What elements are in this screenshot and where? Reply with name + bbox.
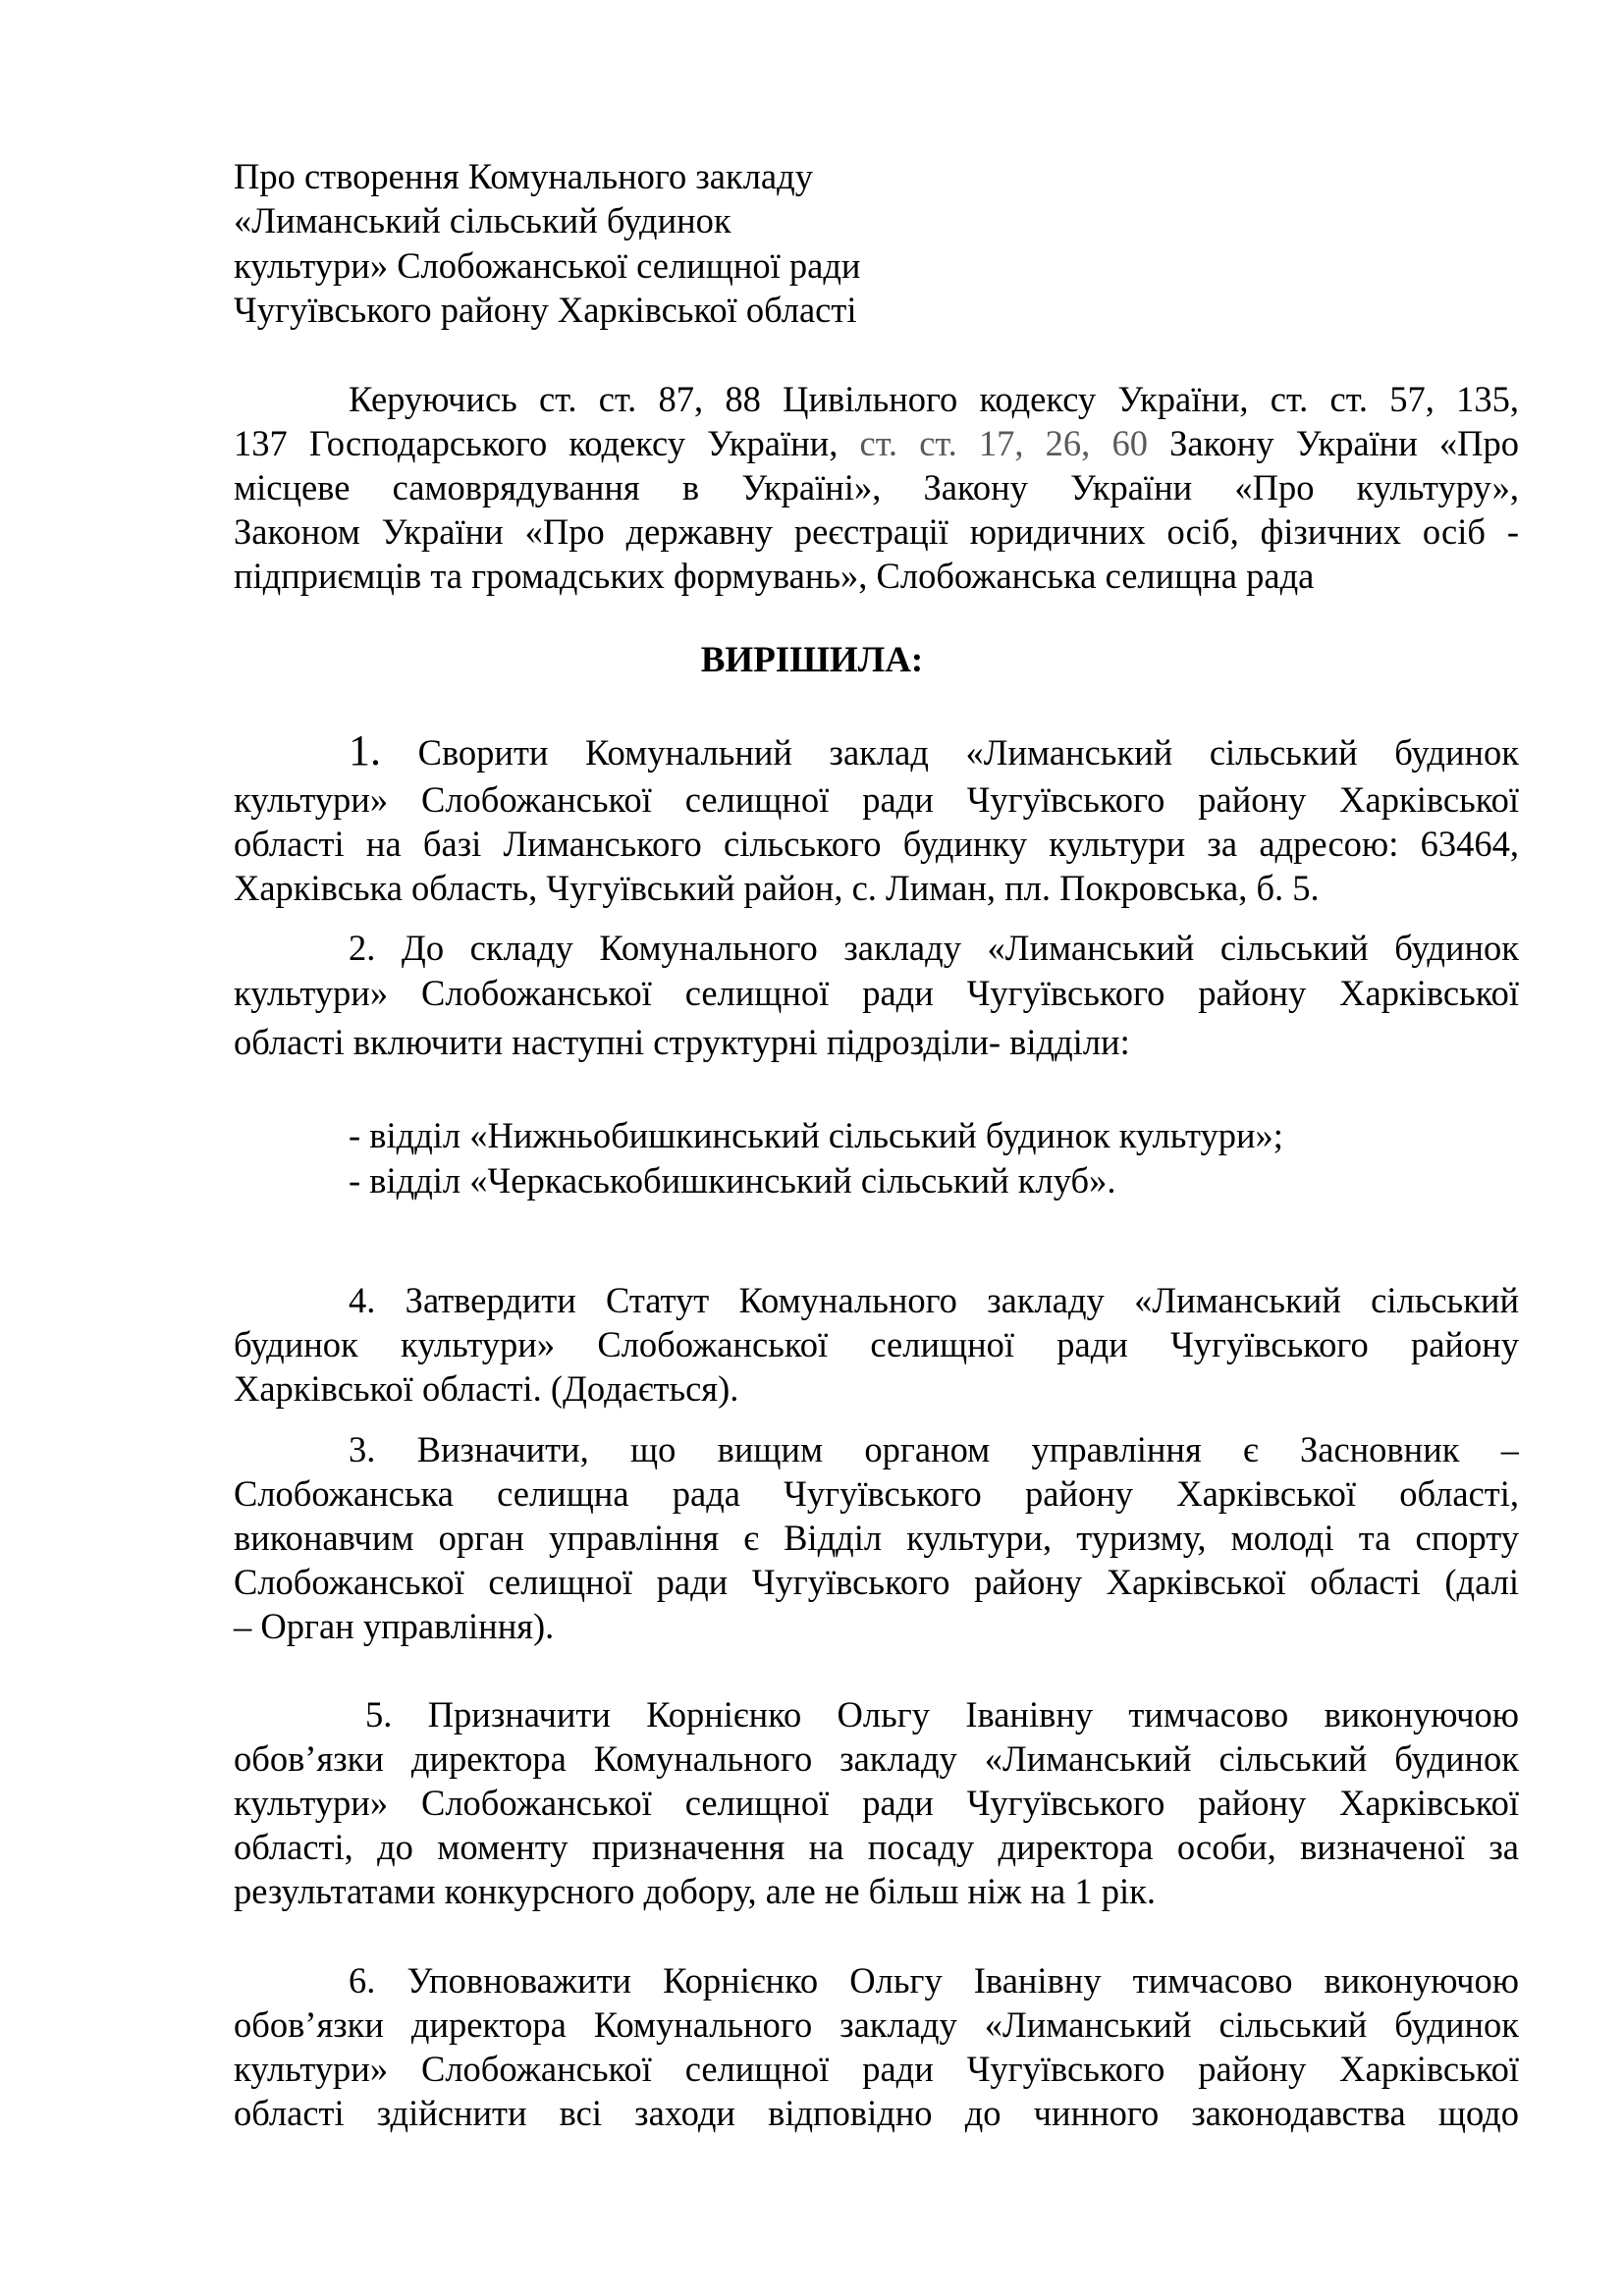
item-6-line-2: обов’язки директора Комунального закладу «Лиманський сільський будинок (234, 2004, 1519, 2045)
item-1-line-2: культури» Слобожанської селищної ради Чугуївського району Харківської (234, 779, 1519, 820)
item-5-line-1: 5. Призначити Корнієнко Ольгу Іванівну тимчасово виконуючою (365, 1694, 1519, 1735)
preamble-articles-reference: ст. ст. 17, 26, 60 (859, 423, 1148, 463)
item-1-number: 1. (349, 729, 381, 774)
item-1-line-4: Харківська область, Чугуївський район, с. Лиман, пл. Покровська, б. 5. (234, 868, 1320, 908)
preamble-line-2-b: Закону України «Про (1169, 423, 1519, 463)
item-3-line-1: 3. Визначити, що вищим органом управління є Засновник – (349, 1429, 1519, 1469)
item-5-line-3: культури» Слобожанської селищної ради Чугуївського району Харківської (234, 1783, 1519, 1823)
title-line-2: «Лиманський сільський будинок (234, 200, 731, 240)
item-6-line-4: області здійснити всі заходи відповідно до чинного законодавства щодо (234, 2093, 1519, 2133)
preamble-line-3: місцеве самоврядування в Україні», Закону України «Про культуру», (234, 467, 1519, 507)
decision-heading: ВИРІШИЛА: (700, 640, 924, 680)
item-2-line-2: культури» Слобожанської селищної ради Чугуївського району Харківської (234, 973, 1519, 1013)
title-line-1: Про створення Комунального закладу (234, 156, 813, 196)
list-item-department-1: - відділ «Нижньобишкинський сільський будинок культури»; (349, 1115, 1283, 1155)
item-6-line-1: 6. Уповноважити Корнієнко Ольгу Іванівну тимчасово виконуючою (349, 1960, 1519, 2001)
list-item-department-2: - відділ «Черкаськобишкинський сільський клуб». (349, 1160, 1116, 1201)
preamble-line-1: Керуючись ст. ст. 87, 88 Цивільного кодексу України, ст. ст. 57, 135, (349, 379, 1519, 419)
item-5-line-4: області, до моменту призначення на посаду директора особи, визначеної за (234, 1827, 1519, 1867)
preamble-line-5: підприємців та громадських формувань», Слобожанська селищна рада (234, 556, 1315, 596)
title-line-3: культури» Слобожанської селищної ради (234, 245, 861, 286)
item-1-line-1 (349, 729, 1519, 778)
title-line-4: Чугуївського району Харківської області (234, 290, 857, 330)
item-4-line-3: Харківської області. (Додається). (234, 1368, 739, 1409)
item-6-line-3: культури» Слобожанської селищної ради Чугуївського району Харківської (234, 2049, 1519, 2089)
item-4-line-1: 4. Затвердити Статут Комунального закладу «Лиманський сільський (349, 1280, 1519, 1320)
item-3-line-2: Слобожанська селищна рада Чугуївського району Харківської області, (234, 1473, 1519, 1514)
item-1-line-1-text: Сворити Комунальний заклад «Лиманський сільський будинок (417, 732, 1519, 773)
item-4-line-2: будинок культури» Слобожанської селищної ради Чугуївського району (234, 1324, 1519, 1364)
preamble-line-2-a: 137 Господарського кодексу України, (234, 423, 839, 463)
item-3-line-4: Слобожанської селищної ради Чугуївського району Харківської області (далі (234, 1562, 1519, 1602)
item-2-line-3: області включити наступні структурні підрозділи- відділи: (234, 1022, 1130, 1062)
preamble-line-4: Законом України «Про державну реєстрації юридичних осіб, фізичних осіб - (234, 511, 1519, 552)
item-3-line-5: – Орган управління). (234, 1606, 555, 1646)
item-5-line-2: обов’язки директора Комунального закладу «Лиманський сільський будинок (234, 1738, 1519, 1779)
item-5-line-5: результатами конкурсного добору, але не більш ніж на 1 рік. (234, 1871, 1156, 1911)
item-1-line-3: області на базі Лиманського сільського будинку культури за адресою: 63464, (234, 824, 1519, 864)
item-3-line-3: виконавчим орган управління є Відділ культури, туризму, молоді та спорту (234, 1518, 1519, 1558)
preamble-line-2 (234, 422, 1519, 465)
item-2-line-1: 2. До складу Комунального закладу «Лиманський сільський будинок (349, 928, 1519, 968)
